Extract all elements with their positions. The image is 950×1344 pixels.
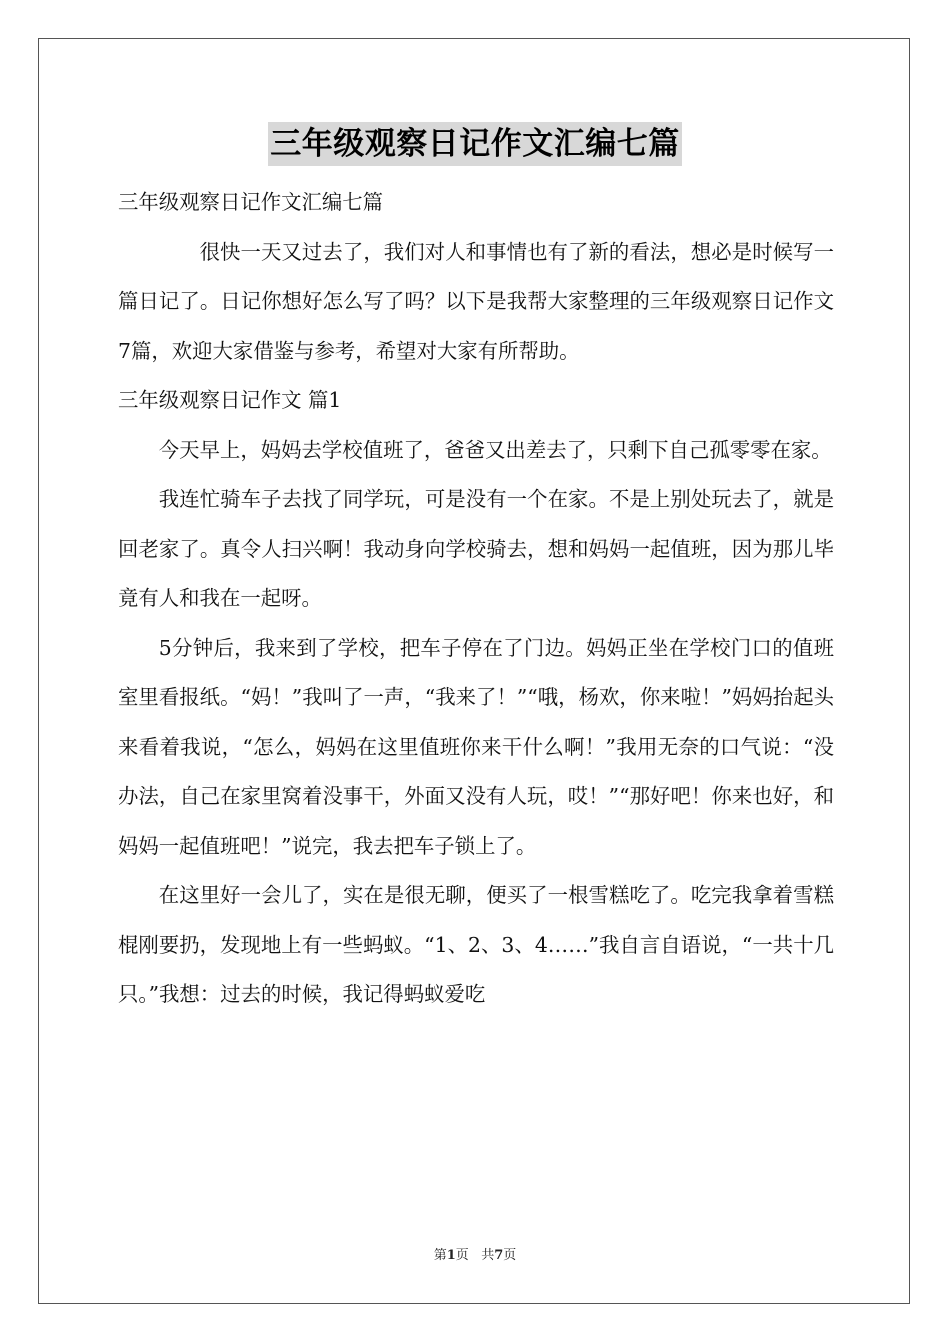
total-prefix: 共 — [481, 1248, 495, 1263]
page-footer — [0, 1244, 950, 1263]
title-container — [0, 122, 950, 166]
page-suffix: 页 — [455, 1248, 469, 1263]
document-subtitle: 三年级观察日记作文汇编七篇 — [118, 190, 384, 214]
document-body — [118, 178, 834, 1020]
body-paragraph: 5分钟后，我来到了学校，把车子停在了门边。妈妈正坐在学校门口的值班室里看报纸。“妈！”我叫了一声，“我来了！”“哦，杨欢，你来啦！”妈妈抬起头来看着我说，“怎么，妈妈在这里值班你来干什么啊！”我用无奈的口气说：“没办法，自己在家里窝着没事干，外面又没有人玩，哎！”“那好吧！你来也好，和妈妈一起值班吧！”说完，我去把车子锁上了。 — [118, 635, 834, 858]
intro-paragraph: 很快一天又过去了，我们对人和事情也有了新的看法，想必是时候写一篇日记了。日记你想好怎么写了吗？以下是我帮大家整理的三年级观察日记作文7篇，欢迎大家借鉴与参考，希望对大家有所帮助。 — [118, 239, 834, 363]
body-paragraph: 我连忙骑车子去找了同学玩，可是没有一个在家。不是上别处玩去了，就是回老家了。真令人扫兴啊！我动身向学校骑去，想和妈妈一起值班，因为那儿毕竟有人和我在一起呀。 — [118, 487, 834, 610]
page-prefix: 第 — [433, 1248, 447, 1263]
document-title: 三年级观察日记作文汇编七篇 — [268, 122, 682, 166]
section-heading: 三年级观察日记作文 篇1 — [118, 388, 342, 412]
body-paragraph: 在这里好一会儿了，实在是很无聊，便买了一根雪糕吃了。吃完我拿着雪糕棍刚要扔，发现地上有一些蚂蚁。“1、2、3、4……”我自言自语说，“一共十几只。”我想：过去的时候，我记得蚂蚁爱吃 — [118, 883, 834, 1006]
total-pages: 7 — [494, 1248, 504, 1263]
total-suffix: 页 — [503, 1248, 517, 1263]
page-number: 1 — [446, 1248, 456, 1263]
body-paragraph: 今天早上，妈妈去学校值班了，爸爸又出差去了，只剩下自己孤零零在家。 — [158, 437, 832, 462]
